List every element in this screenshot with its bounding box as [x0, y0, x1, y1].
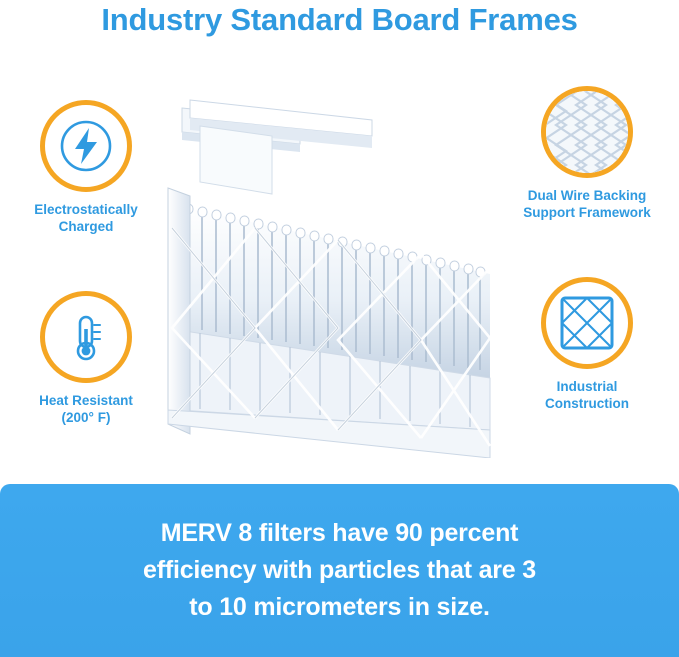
feature-electrostatically-charged: [6, 100, 166, 235]
thermometer-icon: [45, 296, 127, 378]
feature-industrial-construction: [507, 277, 667, 412]
badge-circle-heat: [40, 291, 132, 383]
badge-circle-industrial: [541, 277, 633, 369]
banner-line-2: efficiency with particles that are 3: [143, 556, 536, 584]
grid-frame-icon: [546, 282, 628, 364]
page-title: Industry Standard Board Frames: [101, 2, 578, 37]
feature-label-industrial: Industrial Construction: [545, 379, 629, 411]
lightning-bolt-icon: [45, 105, 127, 187]
feature-label-heat: Heat Resistant (200° F): [39, 393, 133, 425]
feature-label-wire: Dual Wire Backing Support Framework: [523, 188, 651, 220]
badge-circle-electro: [40, 100, 132, 192]
banner-line-1: MERV 8 filters have 90 percent: [160, 519, 519, 547]
merv-info-banner: [0, 484, 679, 657]
banner-line-3: to 10 micrometers in size.: [189, 593, 490, 621]
feature-heat-resistant: [6, 291, 166, 426]
banner-text: [30, 515, 650, 626]
feature-dual-wire-backing: [507, 86, 667, 221]
badge-circle-wire: [541, 86, 633, 178]
wire-mesh-icon: [546, 91, 628, 173]
air-filter-product-image: [160, 78, 515, 458]
feature-label-electro: Electrostatically Charged: [34, 202, 138, 234]
